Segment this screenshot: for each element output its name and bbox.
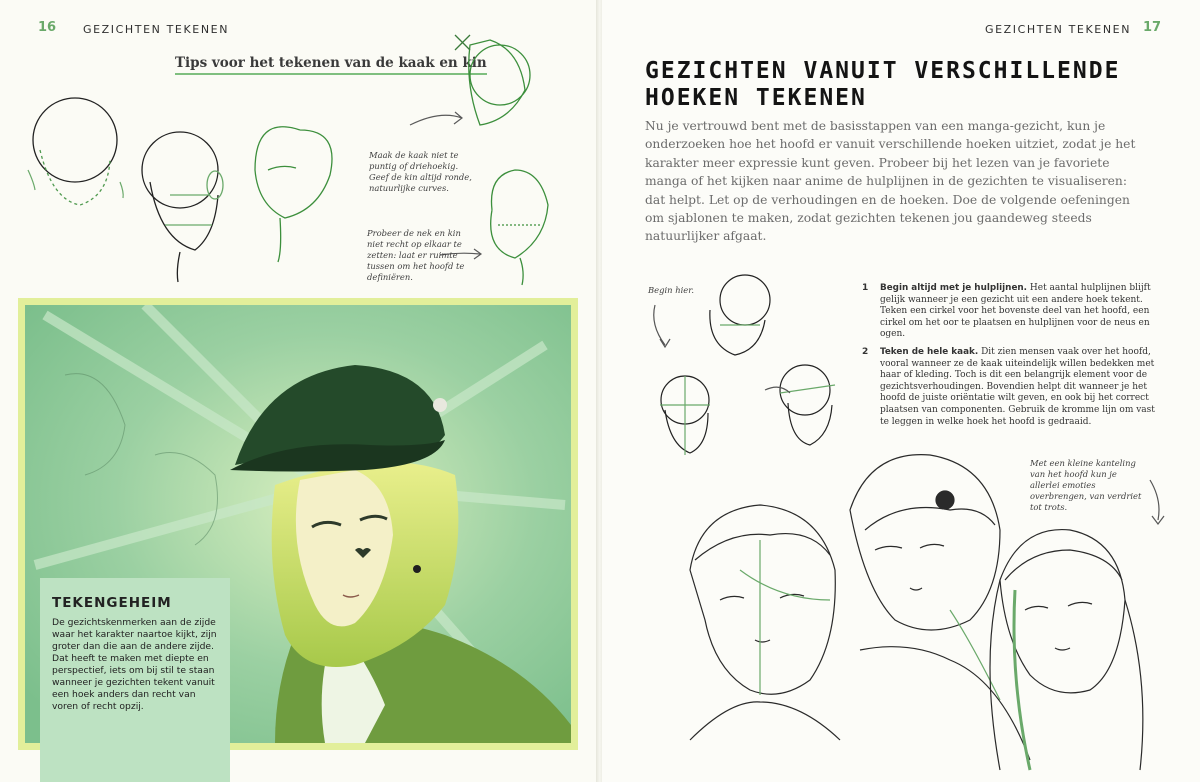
- page-number: 17: [1143, 20, 1162, 35]
- drawing-secret-box: [40, 578, 230, 782]
- character-line-drawings: [670, 440, 1190, 780]
- page-title-line-1: GEZICHTEN VANUIT VERSCHILLENDE: [645, 58, 1121, 84]
- intro-paragraph: Nu je vertrouwd bent met de basisstappen van een manga-gezicht, kun je onderzoeken hoe het hoofd er vanuit verschillende hoeken uitziet, zodat je het karakter meer expressie kunt geven. Probeer bij het lezen van je favoriete manga of het kijken naar anime de hulplijnen in de gezichten te visualiseren: dat helpt. Let op de verhoudingen en de hoeken. Doe de volgende oefeningen om sjablonen te maken, zodat gezichten tekenen jou gaandeweg steeds natuurlijker afgaat.: [645, 119, 1136, 244]
- running-head: GEZICHTEN TEKENEN: [83, 23, 230, 36]
- page-number: 16: [38, 20, 57, 35]
- step-lead: Begin altijd met je hulplijnen.: [880, 283, 1028, 293]
- jaw-construction-sketches: [0, 0, 598, 300]
- tips-heading: Tips voor het tekenen van de kaak en kin: [175, 55, 487, 75]
- tip-box-text: De gezichtskenmerken aan de zijde waar het karakter naartoe kijkt, zijn groter dan die aan de andere zijde. Dat heeft te maken met diepte en perspectief, iets om bij stil te staan wanneer je gezichten tekent vanuit een hoek anders dan recht van voren of recht opzij.: [52, 617, 217, 712]
- step-text: Dit zien mensen vaak over het hoofd, vooral wanneer ze de kaak uiteindelijk willen bedekken met haar of kleding. Toch is dit een belangrijk element voor de gezichtsverhoudingen. Bovendien helpt dit wanneer je het hoofd de juiste oriëntatie wilt geven, en ook bij het correct plaatsen van componenten. Gebruik de kromme lijn om vast te leggen in welke hoek het hoofd is gedraaid.: [880, 346, 1155, 427]
- neck-tip-note: Probeer de nek en kin niet recht op elkaar te zetten: laat er ruimte tussen om het hoofd te definiëren.: [367, 228, 465, 282]
- step-number: 1: [862, 283, 869, 293]
- step-text: Het aantal hulplijnen blijft gelijk wanneer je een gezicht uit een andere hoek tekent. Teken een cirkel voor het bovenste deel van het hoofd, een cirkel om het oor te plaatsen en hulplijnen voor de neus en ogen.: [880, 283, 1151, 340]
- step-item: [862, 347, 1160, 428]
- page-title-line-2: HOEKEN TEKENEN: [645, 85, 867, 111]
- running-head: GEZICHTEN TEKENEN: [985, 23, 1132, 36]
- page-title: [645, 58, 1165, 112]
- tip-box-title: TEKENGEHEIM: [52, 595, 172, 611]
- step-number: 2: [862, 346, 869, 357]
- step-list: [862, 283, 1160, 434]
- angle-construction-sketches: [640, 265, 880, 465]
- left-page: [0, 0, 598, 782]
- step-item: [862, 283, 1160, 341]
- step-lead: Teken de hele kaak.: [880, 346, 979, 357]
- tilt-note: Met een kleine kanteling van het hoofd kun je allerlei emoties overbrengen, van verdriet tot trots.: [1030, 458, 1142, 512]
- begin-here-note: Begin hier.: [648, 285, 694, 295]
- jaw-tip-note: Maak de kaak niet te puntig of driehoekig. Geef de kin altijd ronde, natuurlijke curves.: [369, 150, 472, 193]
